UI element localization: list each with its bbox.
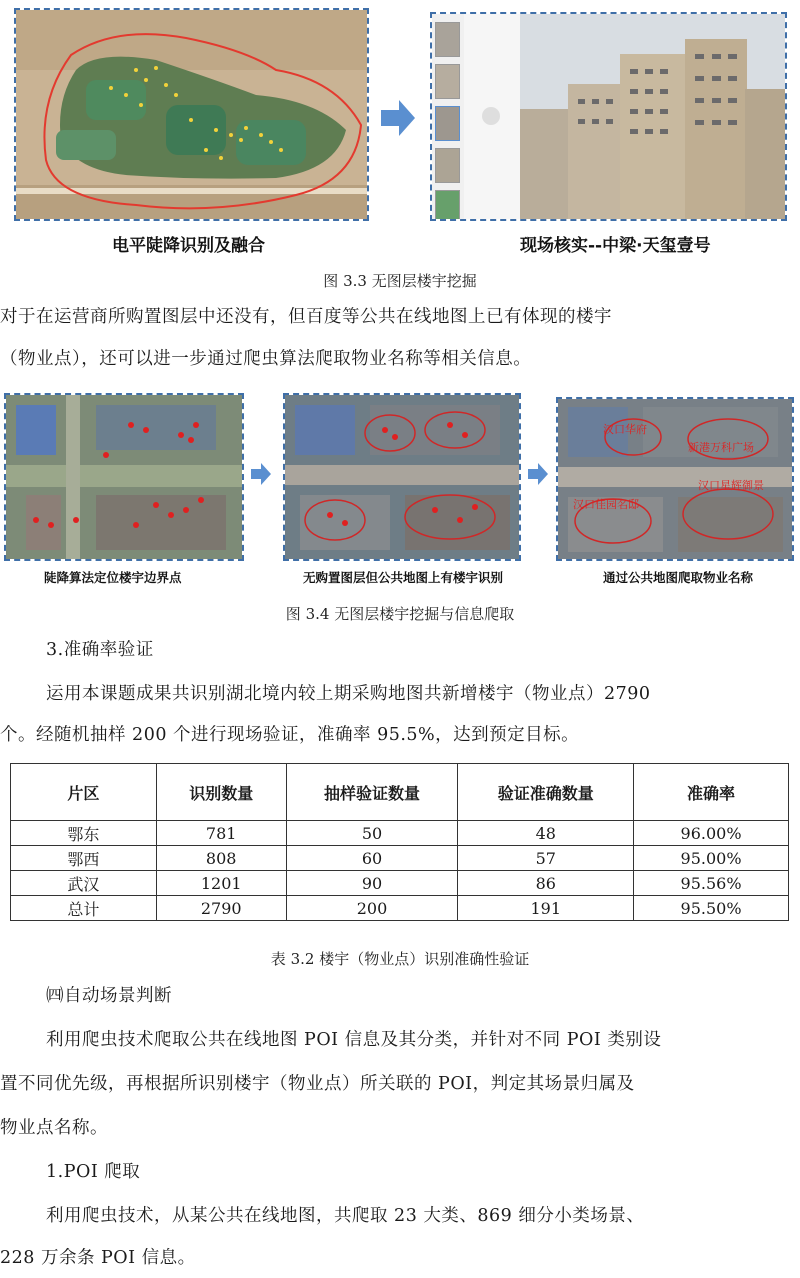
table-cell: 191	[458, 896, 634, 921]
table-caption: 表 3.2 楼宇（物业点）识别准确性验证	[270, 950, 530, 968]
figure-3-4-panel-1	[4, 393, 244, 561]
table-header-cell: 验证准确数量	[458, 764, 634, 821]
figure-3-3-left-label: 电平陡降识别及融合	[112, 236, 265, 256]
table-header-cell: 准确率	[634, 764, 789, 821]
thumbnail-3[interactable]	[435, 106, 460, 141]
figure-3-3-caption: 图 3.3 无图层楼宇挖掘	[323, 272, 477, 290]
table-header-cell: 识别数量	[156, 764, 286, 821]
figure-3-4-panel-3-label: 通过公共地图爬取物业名称	[603, 570, 754, 585]
right-arrow-icon	[381, 100, 415, 136]
section-heading: ㈣自动场景判断	[46, 986, 172, 1006]
section-heading: 3.准确率验证	[46, 640, 154, 660]
prev-arrow-icon[interactable]	[482, 107, 500, 125]
figure-3-4-panel-1-label: 陡降算法定位楼宇边界点	[44, 570, 182, 585]
table-cell: 50	[286, 821, 458, 846]
paragraph-line: 对于在运营商所购置图层中还没有，但百度等公共在线地图上已有体现的楼宇	[0, 307, 612, 327]
table-cell: 武汉	[11, 871, 157, 896]
thumbnail-1[interactable]	[435, 22, 460, 57]
table-cell: 48	[458, 821, 634, 846]
paragraph-line: 个。经随机抽样 200 个进行现场验证，准确率 95.5%，达到预定目标。	[0, 725, 580, 745]
figure-3-4-panel-3	[556, 397, 794, 561]
map-annotation: 新港万科广场	[688, 441, 754, 454]
paragraph-line: 228 万余条 POI 信息。	[0, 1248, 196, 1268]
table-header-row	[11, 764, 789, 821]
photo-viewer-thumbnails	[432, 14, 464, 219]
satellite-map-image	[285, 395, 519, 559]
right-arrow-icon	[528, 463, 548, 485]
table-cell: 90	[286, 871, 458, 896]
table-cell: 86	[458, 871, 634, 896]
map-annotation: 汉口佳园名邸	[573, 498, 639, 511]
paragraph-line: 物业点名称。	[0, 1118, 108, 1138]
table-row	[11, 871, 789, 896]
map-annotation: 汉口华府	[603, 423, 647, 436]
table-cell: 200	[286, 896, 458, 921]
thumbnail-4[interactable]	[435, 148, 460, 183]
map-annotation: 汉口星辉御景	[698, 479, 764, 492]
table-cell: 57	[458, 846, 634, 871]
table-cell: 96.00%	[634, 821, 789, 846]
table-header-cell: 抽样验证数量	[286, 764, 458, 821]
thumbnail-2[interactable]	[435, 64, 460, 99]
viewer-gutter	[464, 14, 520, 219]
paragraph-line: 运用本课题成果共识别湖北境内较上期采购地图共新增楼宇（物业点）2790	[46, 684, 651, 704]
table-cell: 2790	[156, 896, 286, 921]
paragraph-line: 利用爬虫技术，从某公共在线地图，共爬取 23 大类、869 细分小类场景、	[46, 1206, 645, 1226]
table-cell: 总计	[11, 896, 157, 921]
figure-3-3-right-label: 现场核实--中梁·天玺壹号	[520, 236, 711, 256]
figure-3-3-right-image	[430, 12, 787, 221]
paragraph-line: （物业点），还可以进一步通过爬虫算法爬取物业名称等相关信息。	[0, 349, 532, 369]
table-cell: 1201	[156, 871, 286, 896]
table-cell: 鄂西	[11, 846, 157, 871]
satellite-map-image	[16, 10, 367, 219]
table-cell: 60	[286, 846, 458, 871]
table-row	[11, 821, 789, 846]
table-row	[11, 846, 789, 871]
table-cell: 95.56%	[634, 871, 789, 896]
satellite-map-image	[6, 395, 242, 559]
figure-3-4-caption: 图 3.4 无图层楼宇挖掘与信息爬取	[285, 605, 515, 623]
table-row	[11, 896, 789, 921]
paragraph-line: 置不同优先级，再根据所识别楼宇（物业点）所关联的 POI，判定其场景归属及	[0, 1074, 635, 1094]
table-cell: 781	[156, 821, 286, 846]
table-cell: 95.50%	[634, 896, 789, 921]
table-cell: 808	[156, 846, 286, 871]
figure-3-4-panel-2	[283, 393, 521, 561]
right-arrow-icon	[251, 463, 271, 485]
figure-3-3-left-image	[14, 8, 369, 221]
table-cell: 95.00%	[634, 846, 789, 871]
building-photo	[520, 14, 786, 219]
table-cell: 鄂东	[11, 821, 157, 846]
paragraph-line: 利用爬虫技术爬取公共在线地图 POI 信息及其分类，并针对不同 POI 类别设	[46, 1030, 662, 1050]
table-header-cell: 片区	[11, 764, 157, 821]
accuracy-table	[10, 763, 789, 921]
figure-3-4-panel-2-label: 无购置图层但公共地图上有楼宇识别	[303, 570, 504, 585]
thumbnail-5[interactable]	[435, 190, 460, 221]
section-heading: 1.POI 爬取	[46, 1162, 141, 1182]
